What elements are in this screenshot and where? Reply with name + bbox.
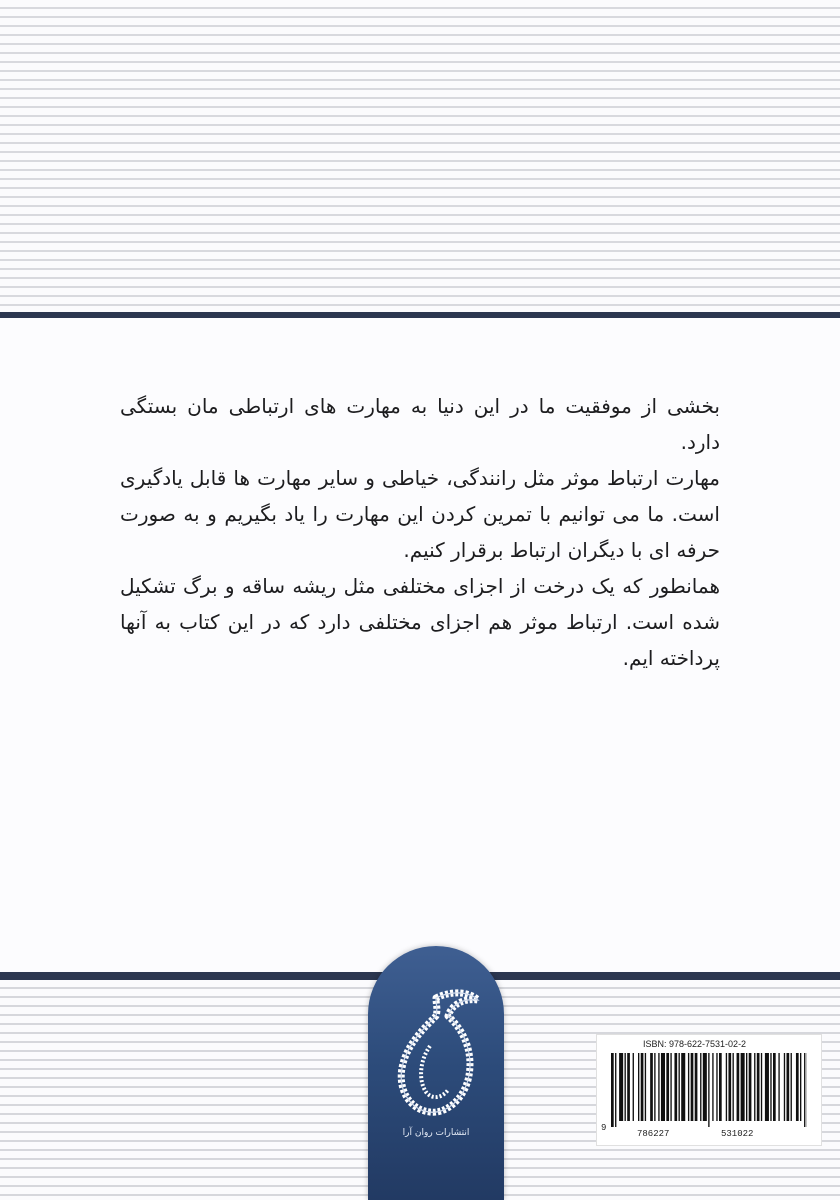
- barcode-bar: [627, 1053, 630, 1121]
- barcode-bar: [796, 1053, 799, 1121]
- barcode-bar: [641, 1053, 644, 1121]
- barcode-digits-right: 531022: [721, 1129, 754, 1139]
- barcode-bar: [761, 1053, 762, 1121]
- publisher-logo-panel: [368, 946, 504, 1200]
- paragraph-2: مهارت ارتباط موثر مثل رانندگی، خیاطی و سایر مهارت ها قابل یادگیری است. ما می توانیم با تمرین کردن این مهارت را یاد بگیریم و به صورت حرفه ای با دیگران ارتباط برقرار کنیم.: [120, 466, 720, 562]
- barcode-bar: [670, 1053, 671, 1121]
- barcode-bar: [746, 1053, 747, 1121]
- barcode-bar: [770, 1053, 771, 1121]
- barcode-bar: [703, 1053, 707, 1121]
- barcode-bar: [754, 1053, 755, 1121]
- barcode-digits-left: 786227: [637, 1129, 670, 1139]
- barcode-bar: [658, 1053, 659, 1121]
- paragraph-3: همانطور که یک درخت از اجزای مختلفی مثل ریشه ساقه و برگ تشکیل شده است. ارتباط موثر هم اجزای مختلفی دارد که در این کتاب به آنها پرداخته ایم.: [120, 574, 720, 670]
- barcode-bar: [615, 1053, 616, 1127]
- barcode-bar: [645, 1053, 646, 1121]
- top-stripe-pattern: [0, 0, 840, 312]
- barcode-bar: [666, 1053, 669, 1121]
- barcode-bar: [719, 1053, 722, 1121]
- barcode-bar: [633, 1053, 634, 1121]
- barcode-bar: [625, 1053, 626, 1121]
- barcode-bar: [654, 1053, 655, 1121]
- barcode-bar: [638, 1053, 639, 1121]
- barcode-bar: [728, 1053, 731, 1121]
- barcode-bar: [784, 1053, 785, 1121]
- barcode-bar: [708, 1053, 709, 1127]
- barcode-bar: [650, 1053, 653, 1121]
- barcode-bars: [611, 1053, 807, 1127]
- barcode-block: [596, 1034, 822, 1146]
- teardrop-emblem-icon: [386, 986, 486, 1122]
- barcode-digit-first: 9: [601, 1123, 607, 1133]
- barcode-bar: [737, 1053, 740, 1121]
- barcode-bar: [674, 1053, 677, 1121]
- barcode-bar: [691, 1053, 694, 1121]
- barcode-bar: [733, 1053, 734, 1121]
- barcode-bar: [804, 1053, 805, 1127]
- barcode-bar: [800, 1053, 801, 1121]
- barcode-bar: [679, 1053, 680, 1121]
- barcode-bar: [726, 1053, 727, 1121]
- paragraph-1: بخشی از موفقیت ما در این دنیا به مهارت های ارتباطی مان بستگی دارد.: [120, 394, 720, 454]
- barcode-bar: [757, 1053, 760, 1121]
- barcode-bar: [688, 1053, 689, 1121]
- barcode-bar: [619, 1053, 623, 1121]
- barcode-bar: [773, 1053, 776, 1121]
- barcode-bar: [661, 1053, 665, 1121]
- barcode-bar: [741, 1053, 745, 1121]
- back-cover-text: [120, 388, 720, 676]
- publisher-name: انتشارات روان آرا: [402, 1128, 470, 1138]
- barcode-bar: [712, 1053, 713, 1121]
- barcode-bar: [716, 1053, 717, 1121]
- barcode-bar: [681, 1053, 685, 1121]
- isbn-label: ISBN: 978-622-7531-02-2: [643, 1039, 747, 1049]
- barcode-bar: [611, 1053, 614, 1127]
- barcode-bar: [749, 1053, 752, 1121]
- barcode-bar: [700, 1053, 701, 1121]
- barcode-bar: [787, 1053, 790, 1121]
- barcode-bar: [765, 1053, 769, 1121]
- barcode-bar: [778, 1053, 779, 1121]
- barcode-bar: [791, 1053, 792, 1121]
- barcode-bar: [695, 1053, 698, 1121]
